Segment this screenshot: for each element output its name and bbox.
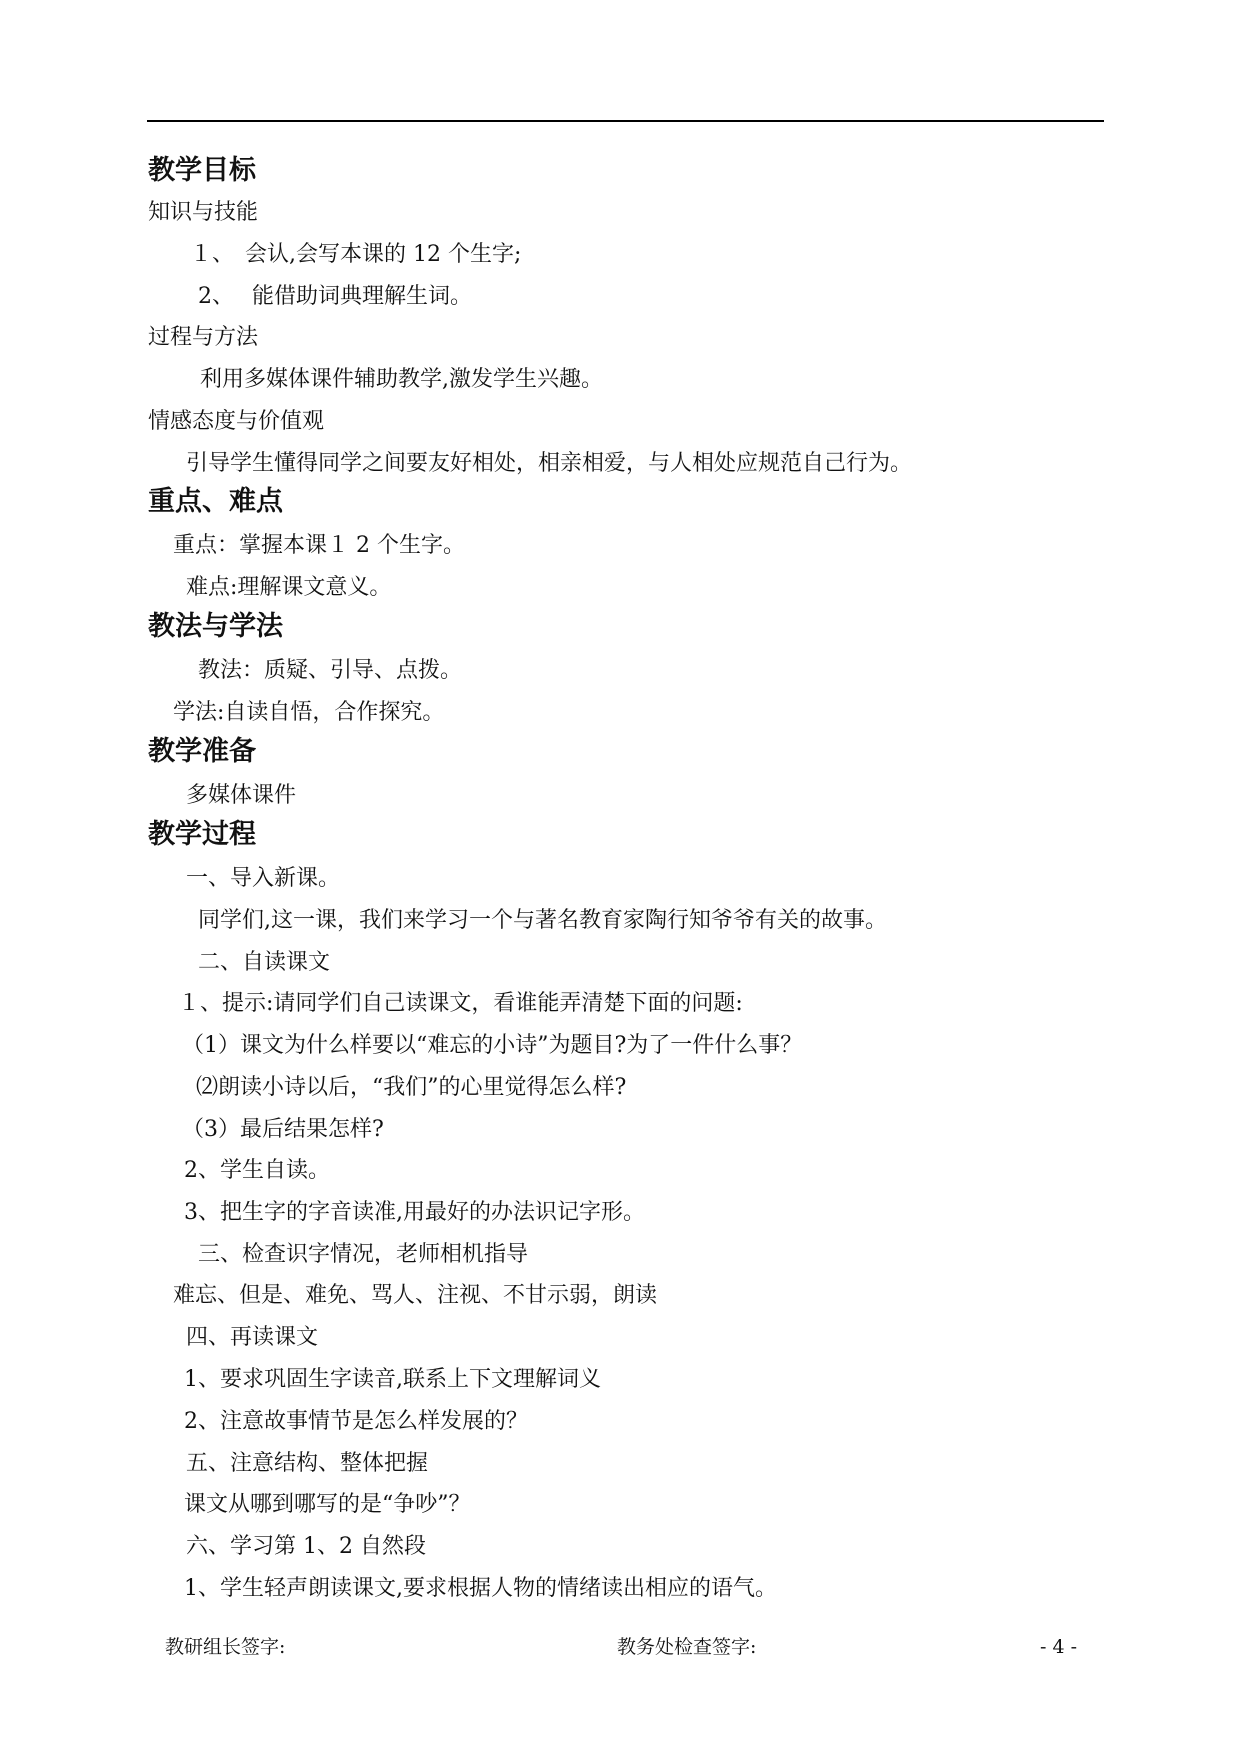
procedure-line: 三、检查识字情况，老师相机指导 [198, 1242, 529, 1267]
heading-objectives: 教学目标 [148, 155, 256, 186]
procedure-line: 2、学生自读。 [184, 1158, 330, 1183]
procedure-line: 难忘、但是、难免、骂人、注视、不甘示弱，朗读 [173, 1283, 658, 1308]
procedure-line: （3）最后结果怎样? [182, 1117, 384, 1142]
heading-methods: 教法与学法 [148, 611, 283, 642]
emotion-text: 引导学生懂得同学之间要友好相处，相亲相爱，与人相处应规范自己行为。 [186, 451, 913, 476]
learning-method-text: 学法:自读自悟，合作探究。 [173, 700, 445, 725]
procedure-line: 2、注意故事情节是怎么样发展的？ [184, 1409, 528, 1434]
preparation-text: 多媒体课件 [186, 783, 297, 808]
subheading-knowledge: 知识与技能 [148, 200, 259, 225]
key-point-text: 重点：掌握本课１ 2 个生字。 [173, 533, 465, 558]
header-rule [147, 120, 1104, 122]
heading-procedure: 教学过程 [148, 819, 256, 850]
teaching-method-text: 教法：质疑、引导、点拨。 [198, 658, 463, 683]
procedure-line: （1）课文为什么样要以“难忘的小诗”为题目?为了一件什么事？ [182, 1033, 803, 1058]
heading-preparation: 教学准备 [148, 736, 256, 767]
procedure-line: 一、导入新课。 [186, 866, 341, 891]
subheading-process: 过程与方法 [148, 325, 259, 350]
procedure-line: 课文从哪到哪写的是“争吵”？ [184, 1492, 471, 1517]
heading-key-points: 重点、难点 [148, 486, 283, 517]
procedure-line: ⑵朗读小诗以后，“我们”的心里觉得怎么样? [196, 1075, 627, 1100]
procedure-line: 1、要求巩固生字读音,联系上下文理解词义 [184, 1367, 601, 1392]
procedure-line: 同学们,这一课，我们来学习一个与著名教育家陶行知爷爷有关的故事。 [198, 908, 887, 933]
process-text: 利用多媒体课件辅助教学,激发学生兴趣。 [200, 367, 603, 392]
procedure-line: 五、注意结构、整体把握 [186, 1451, 429, 1476]
subheading-emotion: 情感态度与价值观 [148, 409, 325, 434]
procedure-line: 二、自读课文 [198, 950, 331, 975]
knowledge-item-1: １、 会认,会写本课的 12 个生字; [190, 242, 522, 267]
footer-page-number: - 4 - [1040, 1636, 1078, 1658]
knowledge-item-2: 2、 能借助词典理解生词。 [198, 284, 472, 309]
footer-office-signature: 教务处检查签字: [617, 1636, 757, 1658]
procedure-line: 1、学生轻声朗读课文,要求根据人物的情绪读出相应的语气。 [184, 1576, 777, 1601]
procedure-line: 四、再读课文 [186, 1325, 319, 1350]
difficult-point-text: 难点:理解课文意义。 [186, 575, 392, 600]
procedure-line: 3、把生字的字音读准,用最好的办法识记字形。 [184, 1200, 645, 1225]
footer-group-leader-signature: 教研组长签字: [165, 1636, 286, 1658]
procedure-line: 六、学习第 1、2 自然段 [186, 1534, 426, 1559]
procedure-line: １、提示:请同学们自己读课文，看谁能弄清楚下面的问题: [178, 991, 743, 1016]
